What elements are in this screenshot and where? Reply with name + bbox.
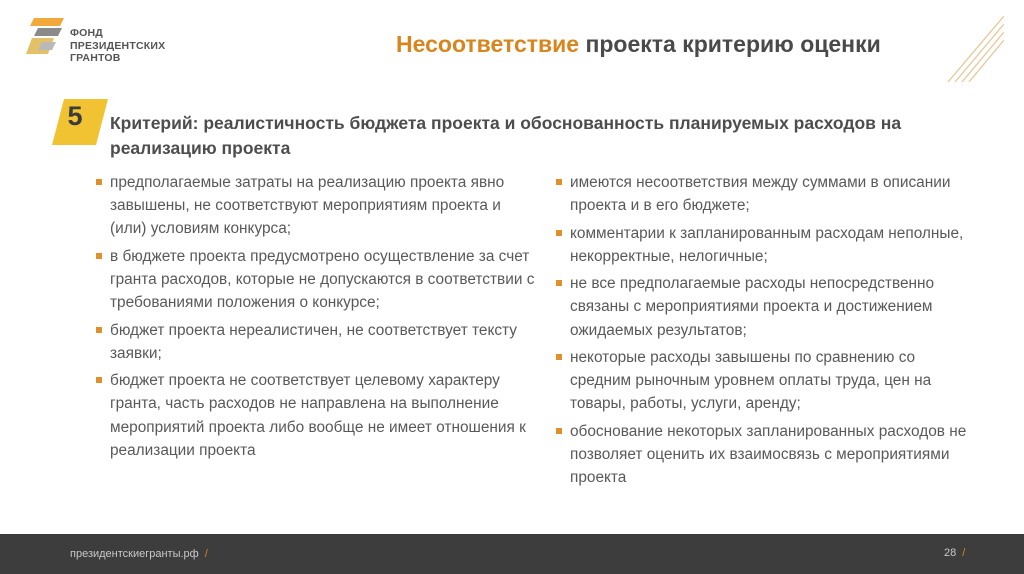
list-item [556, 420, 976, 490]
list-item-text: некоторые расходы завышены по сравнению со средним рыночным уровнем оплаты труда, цен на товары, работы, услуги, аренду; [570, 348, 932, 413]
square-bullet-icon [96, 179, 102, 185]
list-item-text: не все предполагаемые расходы непосредственно связаны с мероприятиями проекта и достижением ожидаемых результатов; [570, 275, 935, 339]
square-bullet-icon [556, 280, 562, 286]
slide-title-rest: проекта критерию оценки [579, 31, 881, 57]
slide-title [396, 31, 881, 58]
list-item [556, 346, 976, 416]
fund-logo [26, 16, 196, 72]
criterion-number: 5 [67, 101, 83, 131]
square-bullet-icon [556, 179, 562, 185]
list-item-text: обоснование некоторых запланированных расходов не позволяет оценить их взаимосвязь с мероприятиями проекта [570, 422, 967, 487]
list-item [96, 171, 536, 241]
list-item [556, 272, 976, 342]
fund-logo-icon [26, 16, 70, 56]
list-item [556, 222, 976, 268]
logo-line-3: ГРАНТОВ [70, 52, 121, 64]
list-item-text: комментарии к запланированным расходам неполные, некорректные, нелогичные; [570, 224, 964, 265]
footer-bar [0, 534, 1024, 574]
list-item [96, 369, 536, 462]
footer-separator: / [962, 547, 966, 559]
list-item-text: бюджет проекта нереалистичен, не соответствует тексту заявки; [110, 321, 517, 362]
footer-separator: / [204, 548, 208, 560]
page-number: 28 [944, 547, 957, 559]
list-item [96, 319, 536, 365]
square-bullet-icon [96, 253, 102, 259]
footer-site [70, 548, 208, 560]
logo-line-2: ПРЕЗИДЕНТСКИХ [70, 39, 166, 52]
square-bullet-icon [556, 354, 562, 360]
logo-text [70, 27, 165, 65]
footer-site-link[interactable]: президентскиегранты.рф [70, 548, 199, 560]
square-bullet-icon [556, 428, 562, 434]
slide-title-accent: Несоответствие [396, 31, 580, 57]
right-column-list [556, 171, 976, 494]
square-bullet-icon [96, 377, 102, 383]
list-item-text: бюджет проекта не соответствует целевому характеру гранта, часть расходов не направлена на выполнение мероприятий проекта либо вообще не имеет отношения к реализации проекта [110, 372, 526, 459]
list-item-text: предполагаемые затраты на реализацию проекта явно завышены, не соответствуют мероприятиям проекта и (или) условиям конкурса; [110, 174, 505, 238]
criterion-heading: Критерий: реалистичность бюджета проекта и обоснованность планируемых расходов на реализацию проекта [110, 113, 902, 158]
logo-line-1: ФОНД [70, 27, 103, 39]
square-bullet-icon [96, 327, 102, 333]
list-item [96, 245, 536, 315]
diagonal-lines-decoration [946, 16, 1004, 82]
list-item [556, 171, 976, 217]
footer-page [944, 547, 965, 559]
list-item-text: в бюджете проекта предусмотрено осуществление за счет гранта расходов, которые не допускаются в соответствии с требованиями положения о конкурсе; [110, 247, 535, 312]
left-column-list [96, 171, 536, 466]
list-item-text: имеются несоответствия между суммами в описании проекта и в его бюджете; [570, 174, 951, 215]
square-bullet-icon [556, 230, 562, 236]
